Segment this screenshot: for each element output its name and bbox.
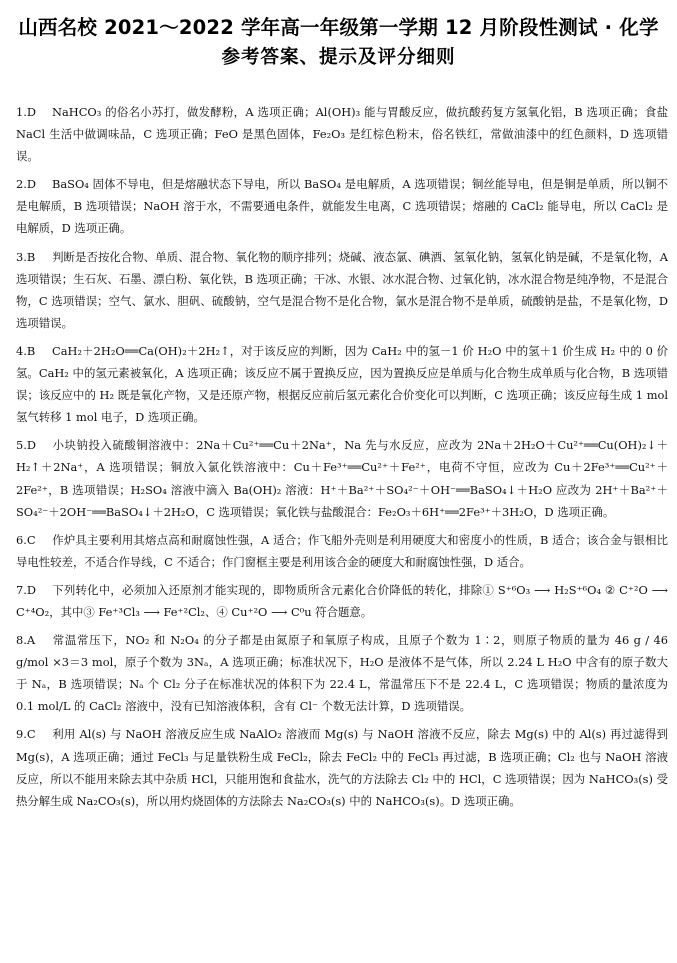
document-subtitle: 参考答案、提示及评分细则 xyxy=(221,47,456,68)
answer-item-7 xyxy=(16,579,668,623)
answer-explanation: NaHCO₃ 的俗名小苏打，做发酵粉，A 选项正确；Al(OH)₃ 能与胃酸反应，做抗酸药复方氢氧化铝，B 选项正确；食盐 NaCl 生活中做调味品，C 选项正确；FeO 是黑色固体，Fe₂O₃ 是红棕色粉末，俗名铁红，常做油漆中的红色颜料，D 选项错误。 xyxy=(16,105,668,164)
answer-item-5 xyxy=(16,434,668,522)
answer-number: 6.C xyxy=(16,532,36,547)
answer-explanation: 下列转化中，必须加入还原剂才能实现的，即物质所含元素化合价降低的转化，排除① S⁺⁶O₃ ⟶ H₂S⁺⁶O₄ ② C⁺²O ⟶ C⁺⁴O₂，其中③ Fe⁺³Cl₃ ⟶ Fe⁺²Cl₂、④ Cu⁺²O ⟶ C⁰u 符合题意。 xyxy=(16,582,668,619)
answer-number: 8.A xyxy=(16,633,36,648)
answer-number: 9.C xyxy=(16,727,36,742)
answer-item-9 xyxy=(16,723,668,811)
answer-item-2 xyxy=(16,173,668,239)
answer-item-6 xyxy=(16,529,668,573)
answer-explanation: 判断是否按化合物、单质、混合物、氧化物的顺序排列；烧碱、液态氯、碘酒、氢氧化钠，氢氧化钠是碱，不是氧化物，A 选项错误；生石灰、石墨、漂白粉、氧化铁，B 选项正确；干冰、水银、冰水混合物、过氧化钠，冰水混合物是纯净物，不是混合物，C 选项错误；空气、氯水、胆矾、硫酸钠，空气是混合物不是化合物，氯水是混合物不是单质，硫酸钠是盐，不是氧化物，D 选项错误。 xyxy=(16,249,668,330)
answer-number: 5.D xyxy=(16,438,37,453)
answer-item-3 xyxy=(16,246,668,334)
answer-number: 1.D xyxy=(16,105,37,119)
answer-number: 3.B xyxy=(16,249,36,264)
answer-number: 7.D xyxy=(16,582,37,597)
answer-explanation: 小块钠投入硫酸铜溶液中：2Na＋Cu²⁺══Cu＋2Na⁺，Na 先与水反应，应改为 2Na＋2H₂O＋Cu²⁺══Cu(OH)₂↓＋H₂↑＋2Na⁺，A 选项错误；铜放入氯化铁溶液中：Cu＋Fe³⁺══Cu²⁺＋Fe²⁺，电荷不守恒，应改为 Cu＋2Fe³⁺══Cu²⁺＋2Fe²⁺，B 选项错误；H₂SO₄ 溶液中滴入 Ba(OH)₂ 溶液：H⁺＋Ba²⁺＋SO₄²⁻＋OH⁻══BaSO₄↓＋H₂O 应改为 2H⁺＋Ba²⁺＋SO₄²⁻＋2OH⁻══BaSO₄↓＋2H₂O，C 选项错误；氧化铁与盐酸混合：Fe₂O₃＋6H⁺══2Fe³⁺＋3H₂O，D 选项正确。 xyxy=(16,438,668,519)
answer-explanation: 利用 Al(s) 与 NaOH 溶液反应生成 NaAlO₂ 溶液而 Mg(s) 与 NaOH 溶液不反应，除去 Mg(s) 中的 Al(s) 再过滤得到 Mg(s)，A 选项正确；通过 FeCl₃ 与足量铁粉生成 FeCl₂，除去 FeCl₂ 中的 FeCl₃ 再过滤，B 选项正确；Cl₂ 也与 NaOH 溶液反应，所以不能用来除去其中杂质 HCl，只能用饱和食盐水，洗气的方法除去 Cl₂ 中的 HCl，C 选项错误；因为 NaHCO₃(s) 受热分解生成 Na₂CO₃(s)，所以用灼烧固体的方法除去 Na₂CO₃(s) 中的 NaHCO₃(s)。D 选项正确。 xyxy=(16,727,668,808)
answer-item-8 xyxy=(16,629,668,717)
answer-explanation: 作炉具主要利用其熔点高和耐腐蚀性强，A 适合；作飞船外壳则是利用硬度大和密度小的性质，B 适合；该合金与银相比导电性较差，不适合作导线，C 不适合；作门窗框主要是利用该合金的硬度大和耐腐蚀性强，D 适合。 xyxy=(16,532,668,569)
answer-number: 2.D xyxy=(16,177,37,192)
document-title: 山西名校 2021～2022 学年高一年级第一学期 12 月阶段性测试 · 化学 xyxy=(18,16,659,39)
answer-list xyxy=(16,101,668,818)
answer-explanation: 常温常压下，NO₂ 和 N₂O₄ 的分子都是由氮原子和氧原子构成，且原子个数为 1∶2，则原子物质的量为 46 g / 46 g/mol ×3＝3 mol，原子个数为 3Nₐ，A 选项正确；标准状况下，H₂O 是液体不是气体，所以 2.24 L H₂O 中含有的原子数大于 Nₐ，B 选项错误；Nₐ 个 Cl₂ 分子在标准状况的体积下为 22.4 L，常温常压下不是 22.4 L，C 选项错误；物质的量浓度为 0.1 mol/L 的 CaCl₂ 溶液中，没有已知溶液体积，含有 Cl⁻ 个数无法计算，D 选项错误。 xyxy=(16,633,668,714)
answer-explanation: CaH₂＋2H₂O══Ca(OH)₂＋2H₂↑，对于该反应的判断，因为 CaH₂ 中的氢－1 价 H₂O 中的氢＋1 价生成 H₂ 中的 0 价氢。CaH₂ 中的氢元素被氧化，A 选项正确；该反应不属于置换反应，因为置换反应是单质与化合物生成单质与化合物，B 选项错误；该反应中的 H₂ 既是氧化产物，又是还原产物，根据反应前后氢元素化合价变化可以判断，C 选项正确；该反应每生成 1 mol 氢气转移 1 mol 电子，D 选项正确。 xyxy=(16,343,668,425)
answer-item-4 xyxy=(16,340,668,428)
answer-number: 4.B xyxy=(16,343,36,358)
answer-explanation: BaSO₄ 固体不导电，但是熔融状态下导电，所以 BaSO₄ 是电解质，A 选项错误；铜丝能导电，但是铜是单质，所以铜不是电解质，B 选项错误；NaOH 溶于水，不需要通电条件，就能发生电离，C 选项错误；熔融的 CaCl₂ 能导电，所以 CaCl₂ 是电解质，D 选项正确。 xyxy=(16,177,668,236)
answer-item-1 xyxy=(16,101,668,167)
